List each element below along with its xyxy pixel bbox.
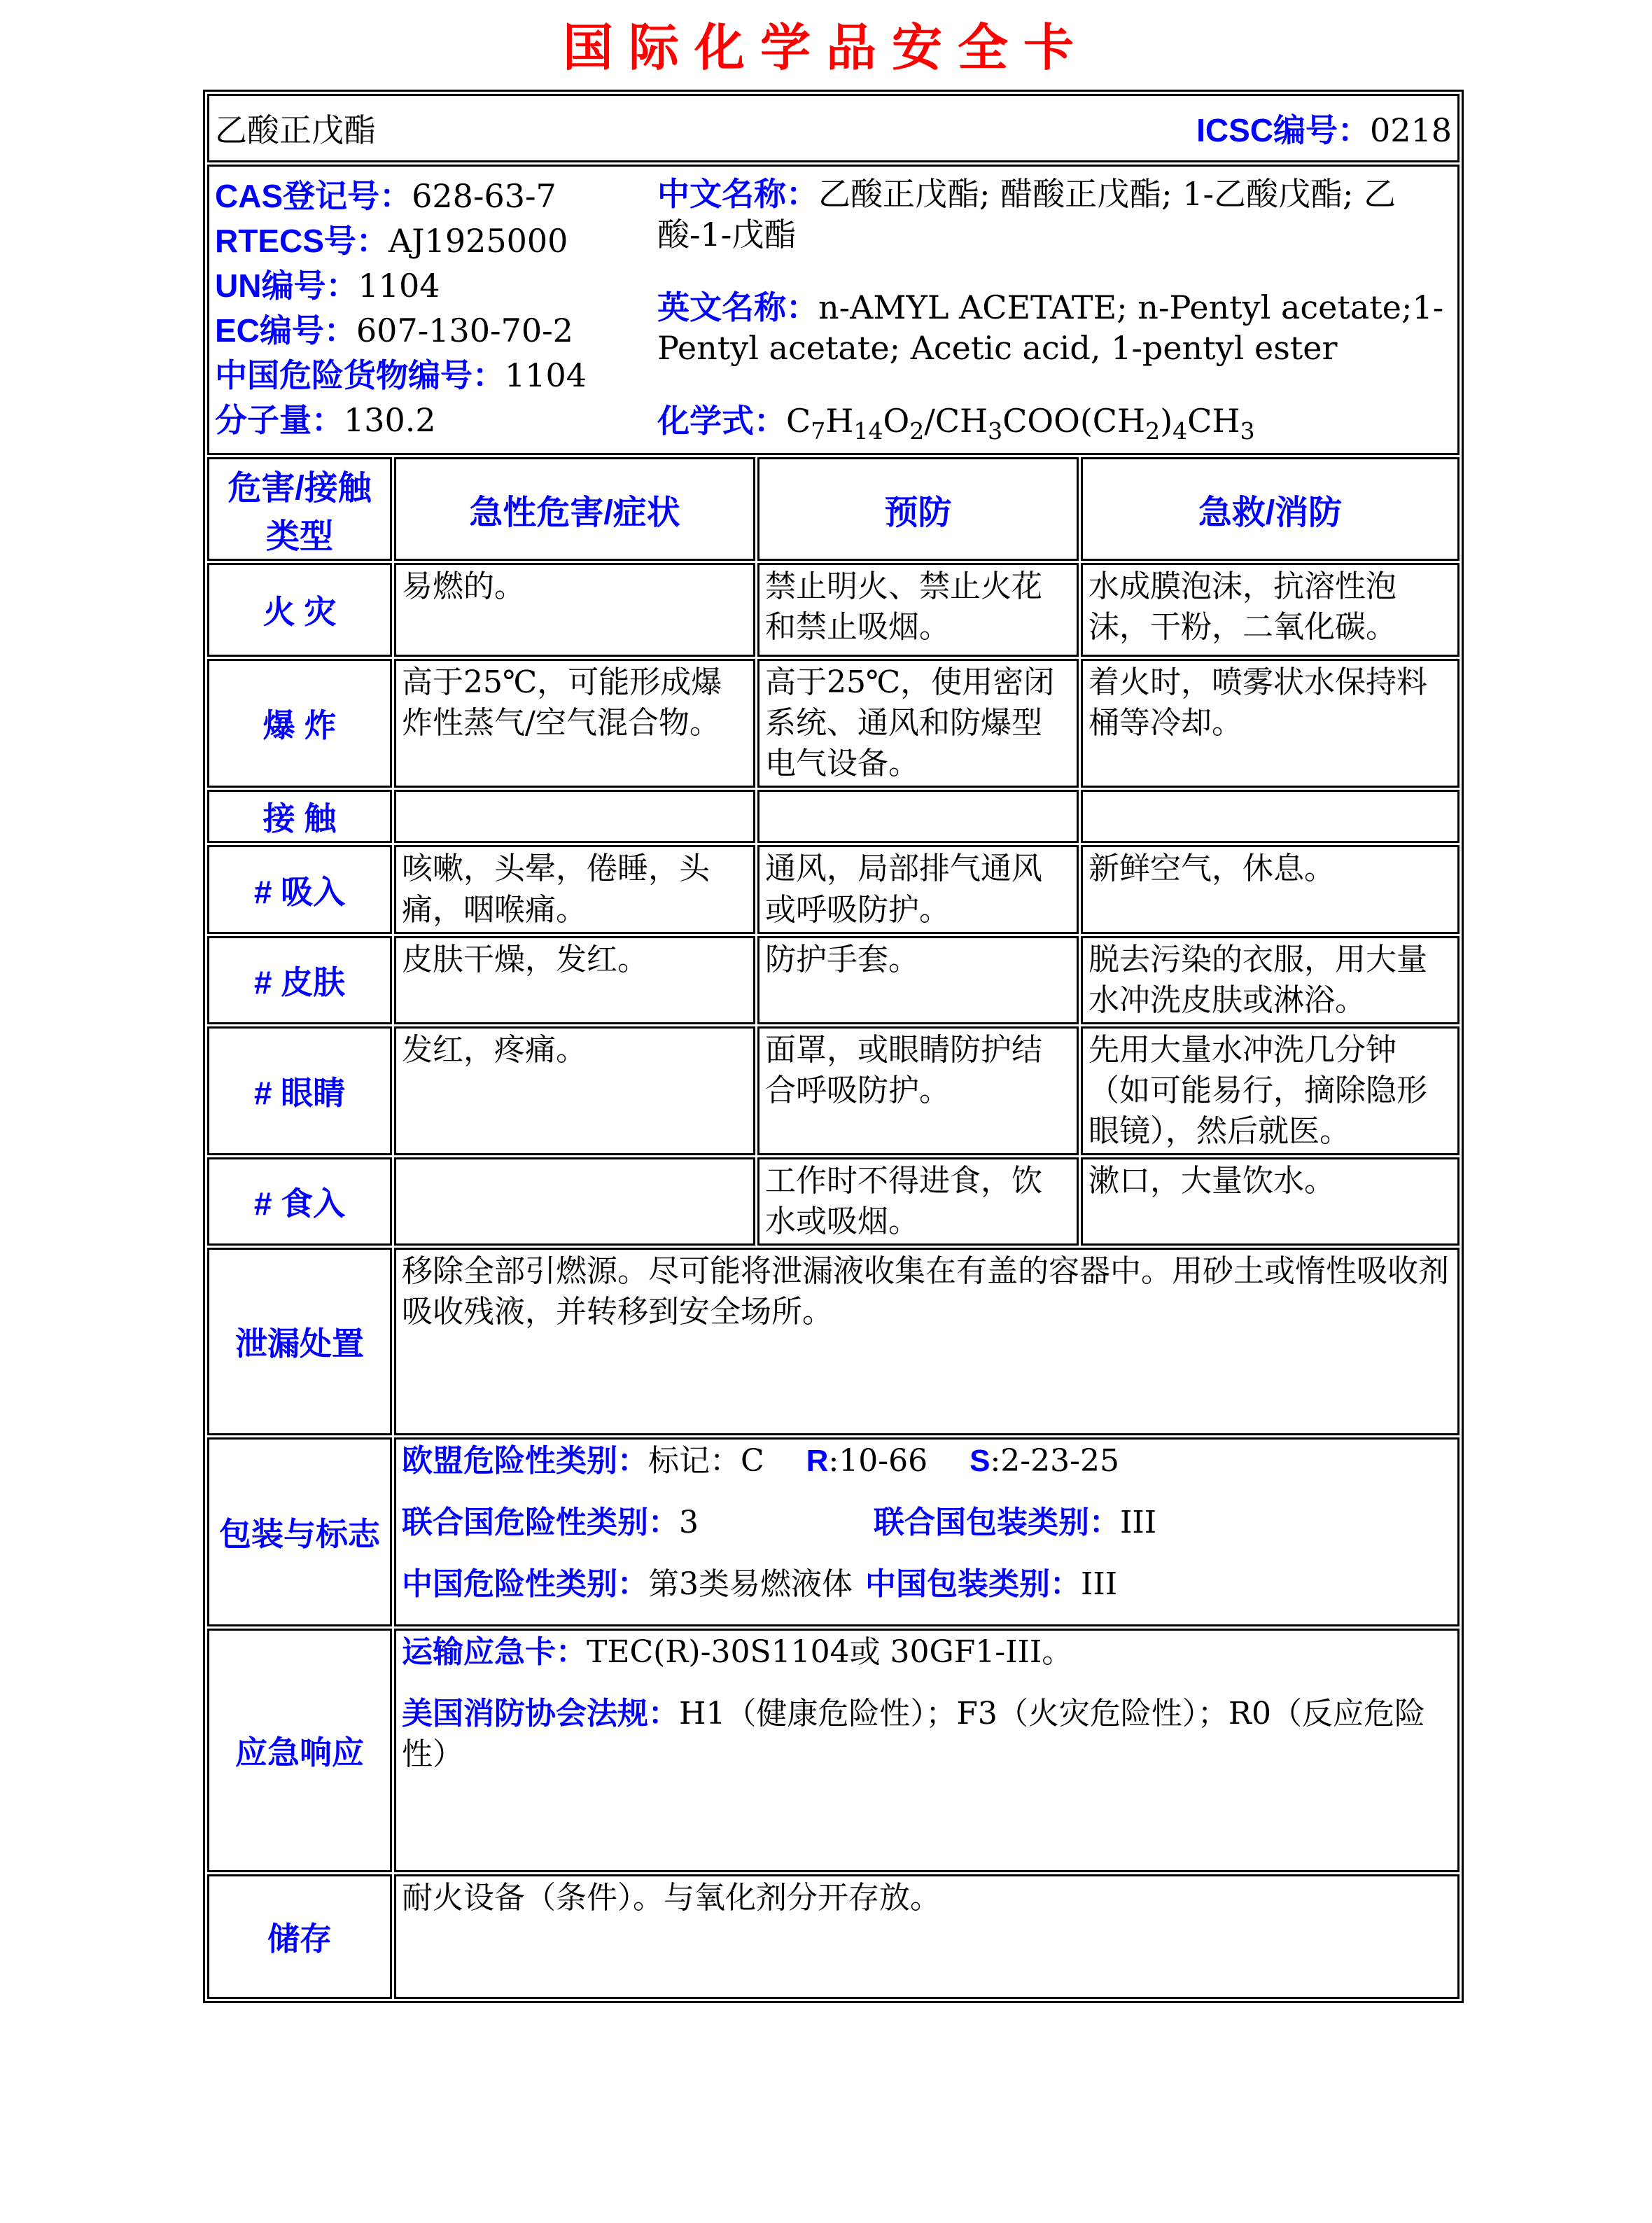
fire-firstaid: 水成膜泡沫，抗溶性泡沫，干粉，二氧化碳。 <box>1088 569 1396 646</box>
col-header-prevention: 预防 <box>757 457 1079 561</box>
icsc-number <box>1196 105 1452 151</box>
inhalation-firstaid: 新鲜空气，休息。 <box>1088 851 1335 887</box>
hazard-row-ingestion <box>207 1157 1460 1246</box>
china-dg-number-line: 中国危险货物编号：1104 <box>215 356 587 394</box>
row-label-contact: 接 触 <box>207 790 392 843</box>
hazard-header-row <box>207 457 1460 561</box>
identity-row <box>207 165 1460 455</box>
row-label-spill: 泄漏处置 <box>207 1248 392 1435</box>
page-title: 国际化学品安全卡 <box>562 18 1089 77</box>
row-label-packaging: 包装与标志 <box>207 1437 392 1626</box>
inhalation-prevention: 通风，局部排气通风或呼吸防护。 <box>765 851 1042 928</box>
icsc-value: 0218 <box>1369 111 1452 149</box>
icsc-page <box>0 7 1652 2223</box>
section-row-spill <box>207 1248 1460 1435</box>
storage-text: 耐火设备（条件）。与氧化剂分开存放。 <box>402 1880 941 1916</box>
hazard-row-eyes <box>207 1026 1460 1155</box>
cas-number-line: CAS登记号：628-63-7 <box>215 177 556 215</box>
eyes-firstaid: 先用大量水冲洗几分钟（如可能易行，摘除隐形眼镜），然后就医。 <box>1088 1031 1427 1149</box>
card-header-row <box>207 94 1460 162</box>
row-label-skin: # 皮肤 <box>207 936 392 1024</box>
hazard-row-skin <box>207 936 1460 1024</box>
safety-card-table <box>203 90 1464 2003</box>
transport-emergency-card-line: 运输应急卡：TEC(R)-30S1104或 30GF1-III。 <box>402 1634 1073 1671</box>
col-header-hazard-type: 危害/接触类型 <box>207 457 392 561</box>
skin-symptom: 皮肤干燥，发红。 <box>402 941 648 977</box>
col-header-symptoms: 急性危害/症状 <box>394 457 755 561</box>
hazard-row-inhalation <box>207 845 1460 933</box>
skin-firstaid: 脱去污染的衣服，用大量水冲洗皮肤或淋浴。 <box>1088 941 1427 1018</box>
un-number-line: UN编号：1104 <box>215 267 440 305</box>
row-label-fire: 火 灾 <box>207 563 392 657</box>
formula-value: $C_7H_{14}O_2/CH_3COO(CH_2)_4CH_3$ <box>786 402 1255 445</box>
fire-prevention: 禁止明火、禁止火花和禁止吸烟。 <box>765 569 1042 646</box>
section-row-emergency <box>207 1629 1460 1872</box>
section-row-packaging <box>207 1437 1460 1626</box>
hazard-row-explosion <box>207 659 1460 788</box>
hazard-row-fire <box>207 563 1460 657</box>
section-row-storage <box>207 1874 1460 1999</box>
ingestion-prevention: 工作时不得进食，饮水或吸烟。 <box>765 1162 1042 1240</box>
ec-number-line: EC编号：607-130-70-2 <box>215 312 573 349</box>
hazard-row-contact <box>207 790 1460 843</box>
name-list <box>657 174 1452 452</box>
eu-classification-line: 欧盟危险性类别：标记：C R:10-66 S:2-23-25 <box>402 1443 1120 1479</box>
row-label-inhalation: # 吸入 <box>207 845 392 933</box>
spill-text: 移除全部引燃源。尽可能将泄漏液收集在有盖的容器中。用砂土或惰性吸收剂吸收残液，并转移到安全场所。 <box>402 1253 1449 1330</box>
explosion-symptom: 高于25℃，可能形成爆炸性蒸气/空气混合物。 <box>402 664 722 741</box>
eyes-prevention: 面罩，或眼睛防护结合呼吸防护。 <box>765 1031 1042 1108</box>
fire-symptom: 易燃的。 <box>402 569 525 605</box>
row-label-eyes: # 眼睛 <box>207 1026 392 1155</box>
ingestion-firstaid: 漱口，大量饮水。 <box>1088 1162 1335 1199</box>
icsc-label: ICSC编号： <box>1196 112 1370 148</box>
identifier-list <box>215 174 657 452</box>
row-label-explosion: 爆 炸 <box>207 659 392 788</box>
nfpa-code-line: 美国消防协会法规：H1（健康危险性）；F3（火灾危险性）；R0（反应危险性） <box>402 1696 1426 1773</box>
english-name: 英文名称：n-AMYL ACETATE; n-Pentyl acetate;1-Pentyl acetate; Acetic acid, 1-pentyl ester <box>657 288 1444 367</box>
row-label-ingestion: # 食入 <box>207 1157 392 1246</box>
inhalation-symptom: 咳嗽，头晕，倦睡，头痛，咽喉痛。 <box>402 851 710 928</box>
explosion-firstaid: 着火时，喷雾状水保持料桶等冷却。 <box>1088 664 1427 741</box>
eyes-symptom: 发红，疼痛。 <box>402 1031 587 1068</box>
row-label-storage: 储存 <box>207 1874 392 1999</box>
chinese-name: 中文名称：乙酸正戊酯; 醋酸正戊酯; 1-乙酸戊酯; 乙酸-1-戊酯 <box>657 175 1396 253</box>
molecular-weight-line: 分子量：130.2 <box>215 401 436 439</box>
skin-prevention: 防护手套。 <box>765 941 919 977</box>
row-label-emergency: 应急响应 <box>207 1629 392 1872</box>
un-classification-line: 联合国危险性类别：3 联合国包装类别：III <box>402 1505 1157 1541</box>
explosion-prevention: 高于25℃，使用密闭系统、通风和防爆型电气设备。 <box>765 664 1055 782</box>
col-header-firstaid: 急救/消防 <box>1081 457 1460 561</box>
rtecs-number-line: RTECS号：AJ1925000 <box>215 222 568 260</box>
chemical-formula: 化学式：$C_7H_{14}O_2/CH_3COO(CH_2)_4CH_3$ <box>657 402 1255 445</box>
china-classification-line: 中国危险性类别：第3类易燃液体 中国包装类别：III <box>402 1566 1118 1603</box>
substance-name: 乙酸正戊酯 <box>215 111 376 149</box>
